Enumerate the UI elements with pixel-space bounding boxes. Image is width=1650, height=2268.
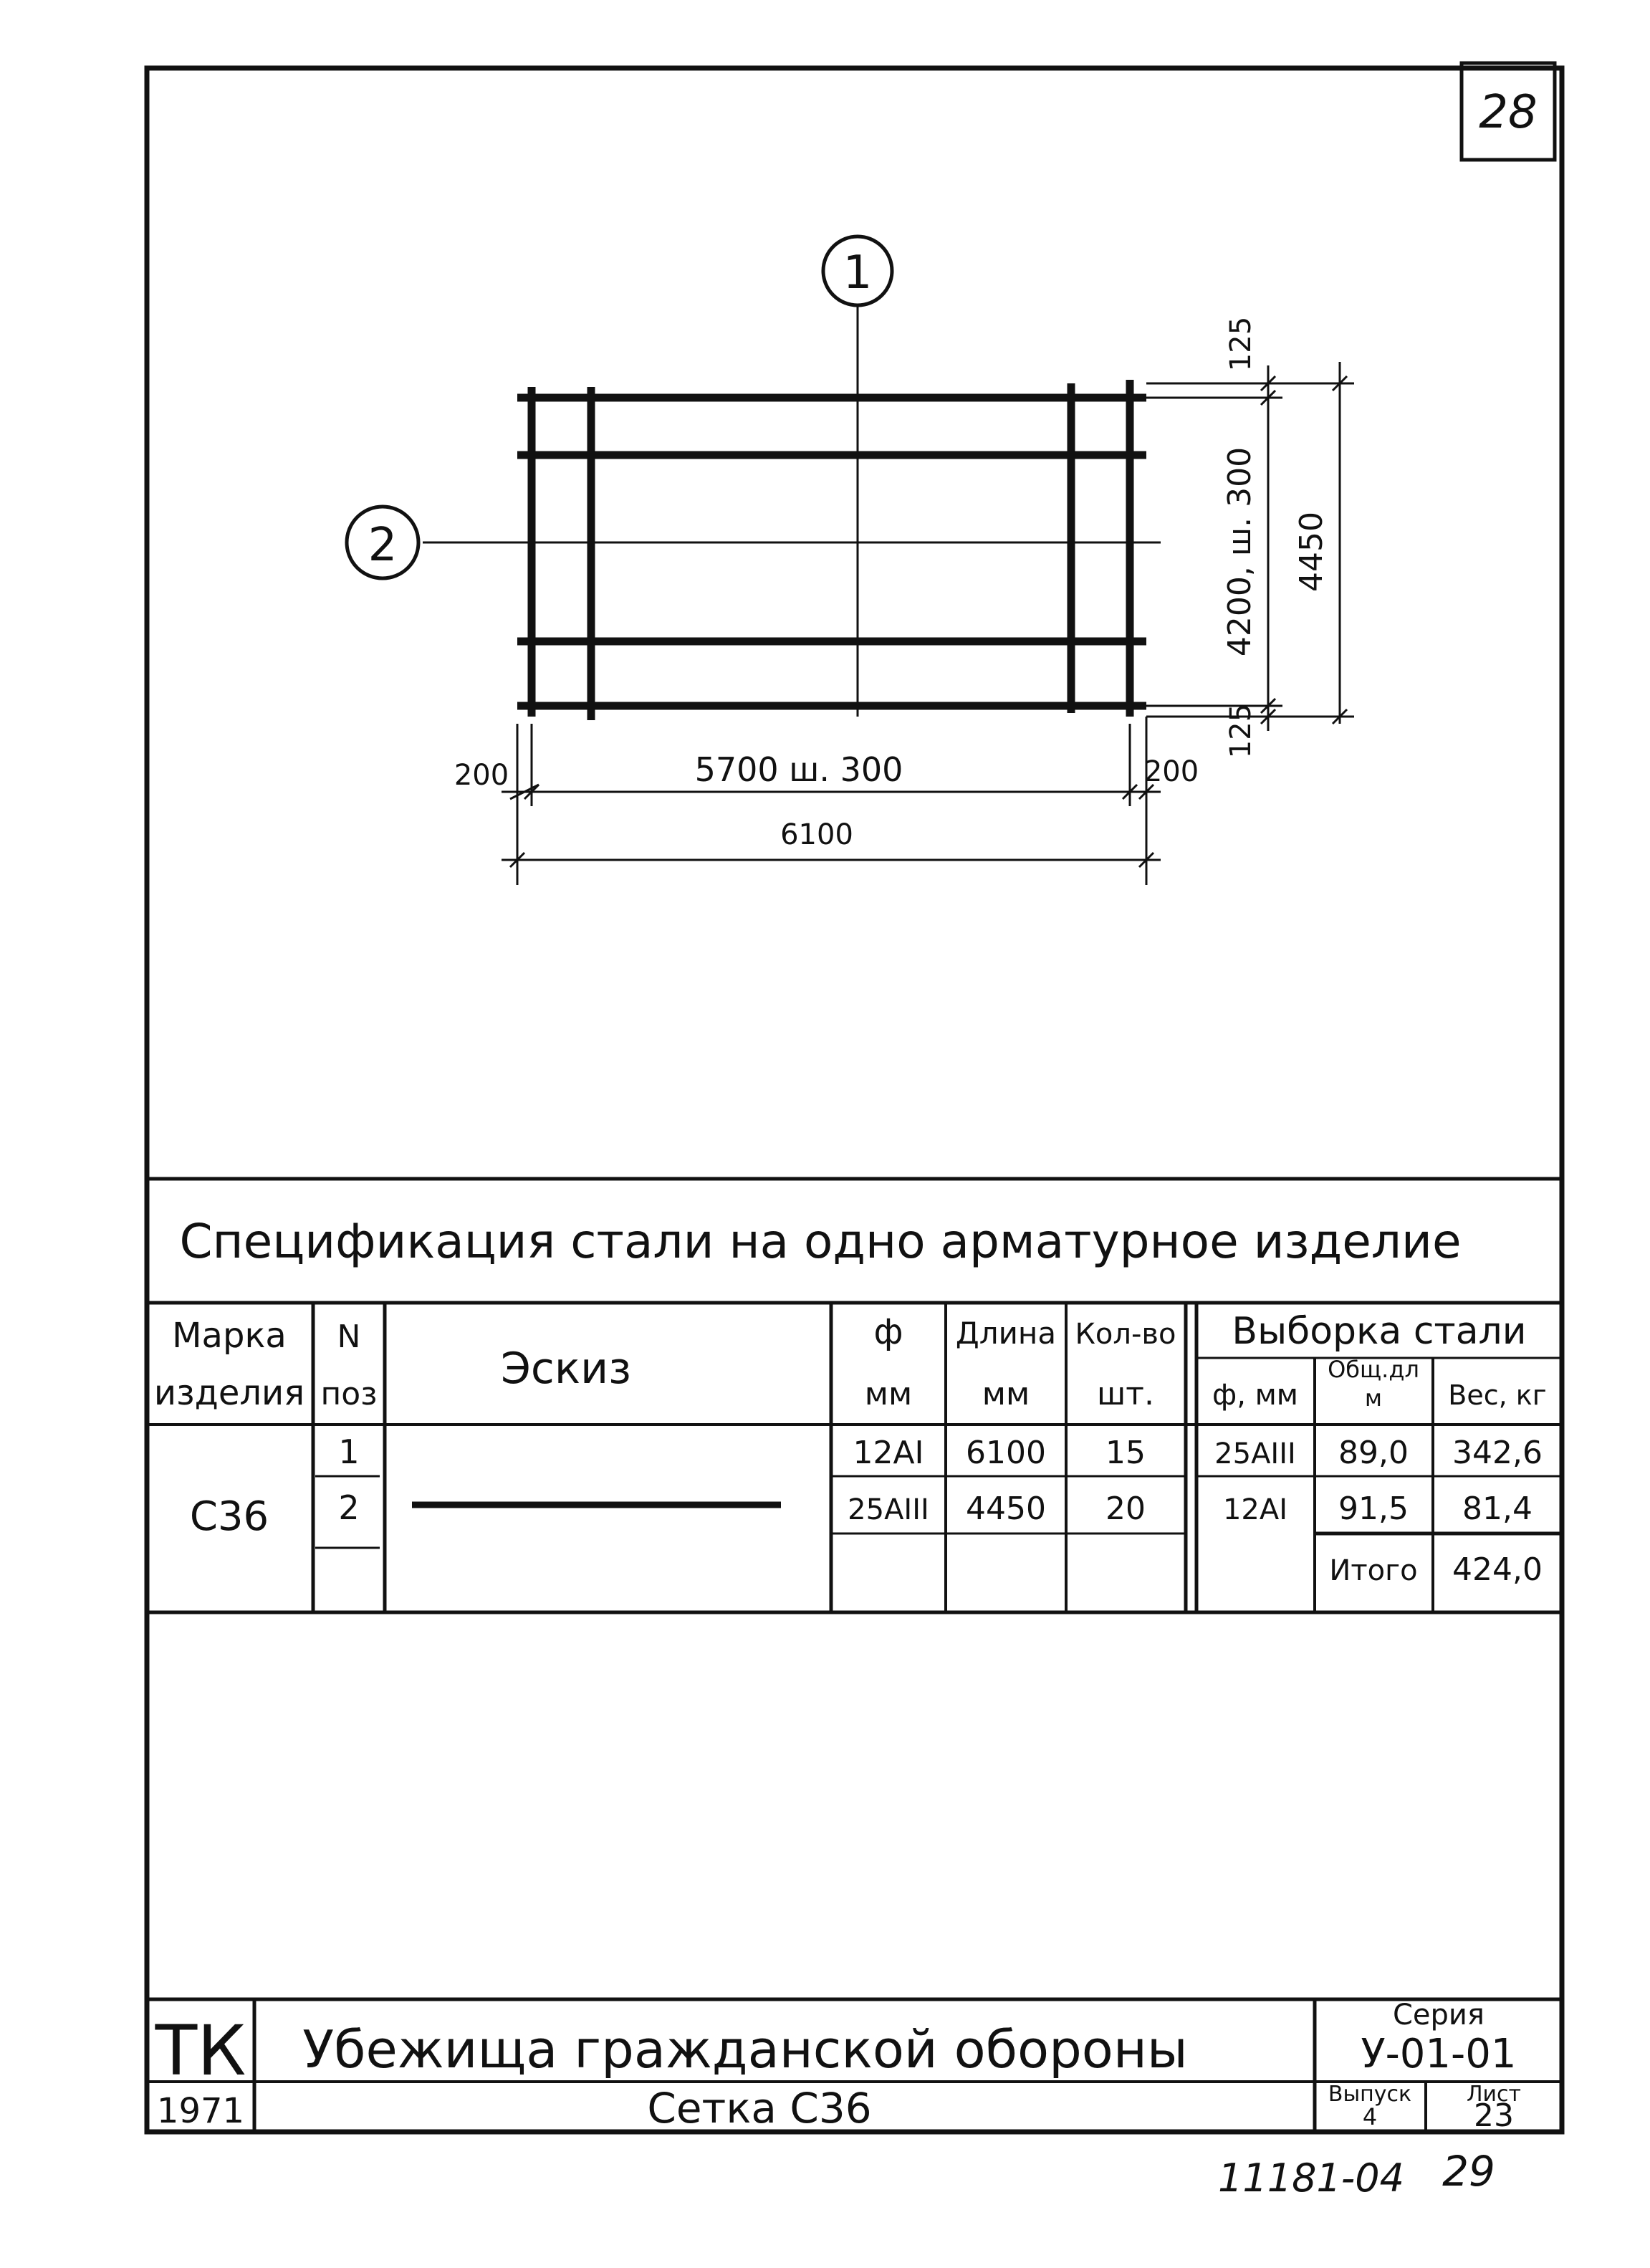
dim-bottom-125: 125 xyxy=(1224,703,1257,759)
header-qty-1: Кол-во xyxy=(1075,1318,1176,1351)
drawing-subtitle: Сетка С36 xyxy=(647,2084,872,2133)
header-qty-2: шт. xyxy=(1097,1376,1154,1412)
dim-vertical-total: 4450 xyxy=(1293,512,1330,592)
row-pos: 1 xyxy=(338,1432,360,1471)
selection-length: 91,5 xyxy=(1338,1491,1409,1527)
header-dia-2: мм xyxy=(864,1376,913,1412)
dim-top-125: 125 xyxy=(1224,316,1257,372)
org-code: ТК xyxy=(155,2011,246,2091)
project-title: Убежища гражданской обороны xyxy=(302,2019,1188,2080)
dim-horizontal-pitch: 5700 ш. 300 xyxy=(694,750,903,789)
header-sel-weight: Вес, кг xyxy=(1448,1379,1547,1411)
header-len-2: мм xyxy=(982,1376,1030,1412)
footer xyxy=(1218,2147,1495,2201)
spec-table xyxy=(147,1179,1562,1612)
dim-vertical-pitch: 4200, ш. 300 xyxy=(1222,446,1258,657)
dim-right-200: 200 xyxy=(1143,755,1199,788)
header-selection: Выборка стали xyxy=(1232,1310,1527,1353)
header-len-1: Длина xyxy=(955,1316,1057,1351)
header-mark-1: Марка xyxy=(172,1316,287,1356)
spec-title: Спецификация стали на одно арматурное изделие xyxy=(179,1214,1462,1269)
selection-length: 89,0 xyxy=(1338,1435,1409,1471)
header-mark-2: изделия xyxy=(153,1373,305,1413)
row-length: 4450 xyxy=(966,1491,1046,1527)
row-dia: 12AI xyxy=(853,1435,924,1471)
header-sel-len-2: м xyxy=(1364,1384,1383,1412)
header-sketch: Эскиз xyxy=(500,1344,632,1394)
row-qty: 20 xyxy=(1105,1491,1146,1527)
total-value: 424,0 xyxy=(1452,1551,1543,1588)
header-sel-len-1: Общ.дл xyxy=(1328,1356,1419,1383)
header-dia-1: ф xyxy=(873,1312,903,1352)
row-qty: 15 xyxy=(1105,1435,1146,1471)
selection-dia: 12AI xyxy=(1222,1493,1288,1526)
selection-weight: 81,4 xyxy=(1462,1491,1533,1527)
sheet-label: Лист xyxy=(1466,2082,1522,2107)
mesh-drawing xyxy=(347,236,1161,720)
archive-number: 11181-04 xyxy=(1218,2155,1404,2201)
sheet-value: 23 xyxy=(1474,2097,1514,2134)
sheet-number: 28 xyxy=(1479,86,1538,139)
dim-horizontal-total: 6100 xyxy=(780,818,853,851)
sheet-frame xyxy=(147,63,1562,2132)
title-block xyxy=(147,1999,1562,2134)
issue-value: 4 xyxy=(1362,2103,1378,2130)
total-label: Итого xyxy=(1329,1554,1418,1587)
header-sel-dia: ф, мм xyxy=(1212,1379,1298,1412)
issue-label: Выпуск xyxy=(1328,2082,1412,2107)
product-mark: С36 xyxy=(189,1493,269,1540)
callout-1-label: 1 xyxy=(843,247,873,300)
row-dia: 25AIII xyxy=(848,1493,929,1526)
page-number: 29 xyxy=(1442,2147,1495,2196)
series-value: У-01-01 xyxy=(1361,2031,1517,2077)
year: 1971 xyxy=(156,2091,245,2131)
callout-2-label: 2 xyxy=(368,519,398,572)
dim-left-200: 200 xyxy=(454,759,509,792)
series-label: Серия xyxy=(1393,1999,1484,2032)
selection-dia: 25AIII xyxy=(1214,1437,1296,1470)
row-length: 6100 xyxy=(966,1435,1046,1471)
selection-weight: 342,6 xyxy=(1452,1435,1543,1471)
row-pos: 2 xyxy=(338,1488,360,1527)
header-pos-1: N xyxy=(337,1319,361,1355)
header-pos-2: поз xyxy=(320,1376,378,1412)
